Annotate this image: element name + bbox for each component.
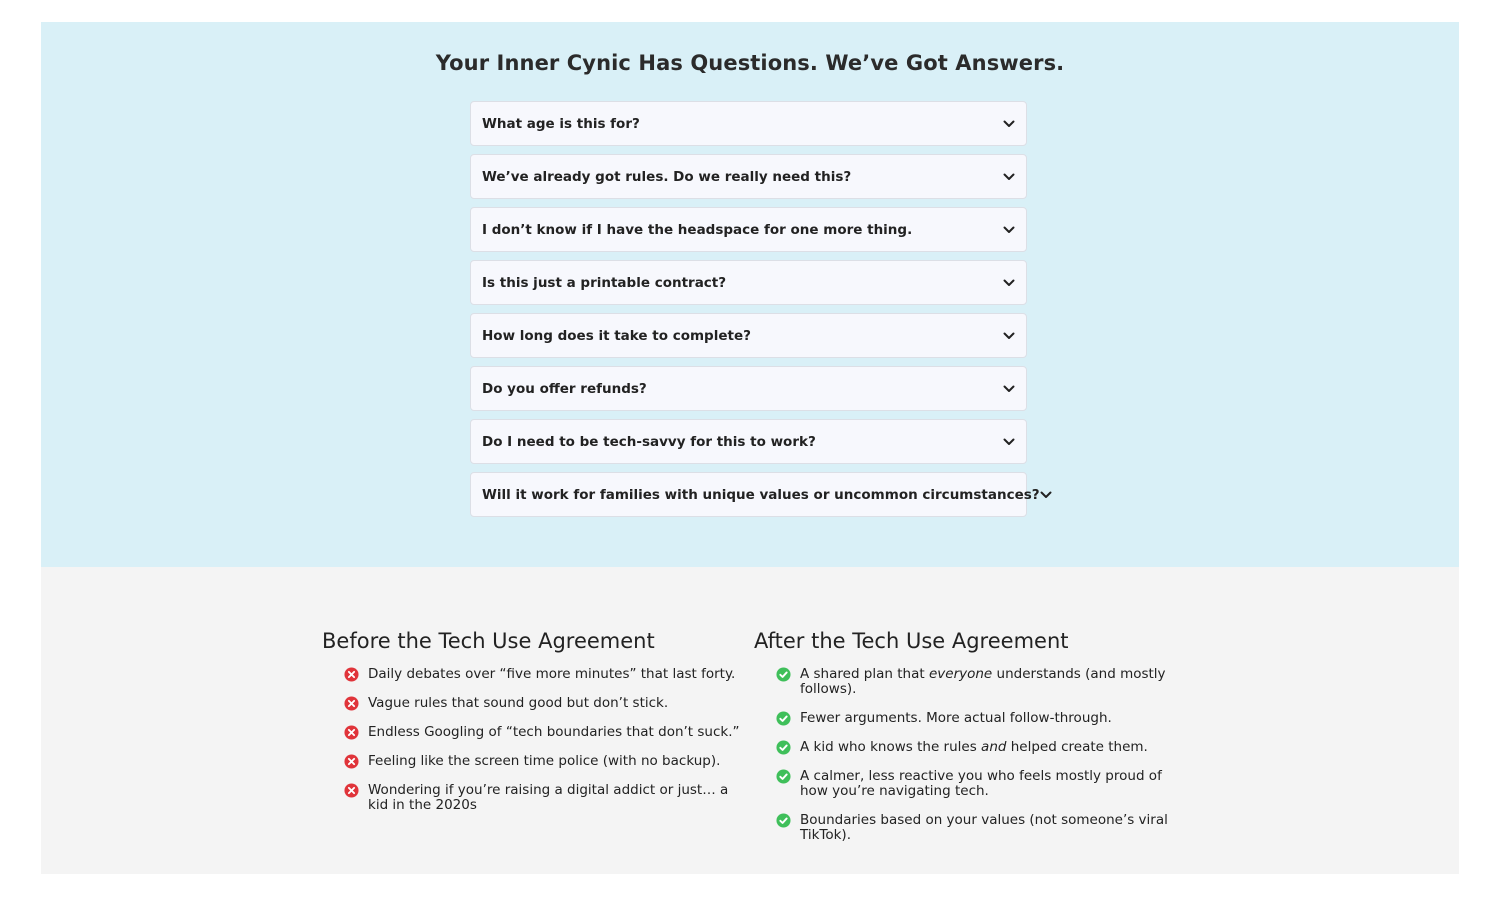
after-heading: After the Tech Use Agreement <box>754 629 1069 653</box>
after-item-text <box>800 769 1174 799</box>
before-item <box>344 754 742 769</box>
faq-item[interactable] <box>470 313 1027 358</box>
check-circle-icon <box>776 711 791 726</box>
before-item-text <box>368 754 742 769</box>
after-item-text <box>800 711 1174 726</box>
check-circle-icon <box>776 740 791 755</box>
text-segment: A shared plan that <box>800 666 929 682</box>
text-segment: Daily debates over “five more minutes” that last forty. <box>368 666 736 682</box>
after-list <box>754 667 1174 843</box>
faq-question: What age is this for? <box>482 115 640 132</box>
chevron-down-icon[interactable] <box>1002 329 1016 343</box>
before-item <box>344 667 742 682</box>
after-item-text <box>800 740 1174 755</box>
after-item <box>776 740 1174 755</box>
chevron-down-icon[interactable] <box>1040 488 1052 502</box>
before-heading: Before the Tech Use Agreement <box>322 629 655 653</box>
after-item <box>776 667 1174 697</box>
before-item-text <box>368 667 742 682</box>
text-segment: A calmer, less reactive you who feels mostly proud of how you’re navigating tech. <box>800 768 1162 799</box>
faq-list <box>470 101 1040 525</box>
before-item <box>344 696 742 711</box>
check-circle-icon <box>776 813 791 828</box>
chevron-down-icon[interactable] <box>1002 276 1016 290</box>
before-item-text <box>368 783 742 813</box>
text-segment: Wondering if you’re raising a digital addict or just… a kid in the 2020s <box>368 782 729 813</box>
faq-question: Is this just a printable contract? <box>482 274 727 291</box>
text-segment: Feeling like the screen time police (with no backup). <box>368 753 721 769</box>
chevron-down-icon[interactable] <box>1002 170 1016 184</box>
faq-item[interactable] <box>470 154 1027 199</box>
faq-item[interactable] <box>470 472 1040 517</box>
faq-item[interactable] <box>470 101 1027 146</box>
after-item <box>776 769 1174 799</box>
text-segment: helped create them. <box>1006 739 1148 755</box>
faq-title: Your Inner Cynic Has Questions. We’ve Got Answers. <box>435 51 1065 75</box>
before-item-text <box>368 725 742 740</box>
text-segment: Fewer arguments. More actual follow-through. <box>800 710 1112 726</box>
x-circle-icon <box>344 725 359 740</box>
faq-question: Do I need to be tech-savvy for this to work? <box>482 433 816 450</box>
faq-question: We’ve already got rules. Do we really need this? <box>482 168 852 185</box>
before-column <box>322 629 742 827</box>
x-circle-icon <box>344 667 359 682</box>
before-item-text <box>368 696 742 711</box>
text-segment: Endless Googling of “tech boundaries that don’t suck.” <box>368 724 740 740</box>
text-segment: A kid who knows the rules <box>800 739 982 755</box>
chevron-down-icon[interactable] <box>1002 382 1016 396</box>
text-segment: Vague rules that sound good but don’t stick. <box>368 695 669 711</box>
after-item <box>776 711 1174 726</box>
x-circle-icon <box>344 696 359 711</box>
chevron-down-icon[interactable] <box>1002 435 1016 449</box>
after-item <box>776 813 1174 843</box>
x-circle-icon <box>344 783 359 798</box>
x-circle-icon <box>344 754 359 769</box>
before-item <box>344 725 742 740</box>
faq-question: Will it work for families with unique values or uncommon circumstances? <box>482 486 1040 503</box>
faq-question: I don’t know if I have the headspace for one more thing. <box>482 221 913 238</box>
after-item-text <box>800 813 1174 843</box>
check-circle-icon <box>776 667 791 682</box>
faq-item[interactable] <box>470 366 1027 411</box>
comparison-section <box>41 567 1459 874</box>
faq-item[interactable] <box>470 207 1027 252</box>
emphasis-text: and <box>981 739 1007 755</box>
after-column <box>754 629 1174 857</box>
text-segment: Boundaries based on your values (not someone’s viral TikTok). <box>800 812 1168 843</box>
emphasis-text: everyone <box>928 666 993 682</box>
faq-item[interactable] <box>470 260 1027 305</box>
faq-item[interactable] <box>470 419 1027 464</box>
before-list <box>322 667 742 813</box>
faq-section <box>41 22 1459 567</box>
before-item <box>344 783 742 813</box>
chevron-down-icon[interactable] <box>1002 117 1016 131</box>
faq-question: Do you offer refunds? <box>482 380 647 397</box>
after-item-text <box>800 667 1174 697</box>
text-segment: understands (and mostly follows). <box>800 666 1166 697</box>
check-circle-icon <box>776 769 791 784</box>
chevron-down-icon[interactable] <box>1002 223 1016 237</box>
faq-question: How long does it take to complete? <box>482 327 751 344</box>
